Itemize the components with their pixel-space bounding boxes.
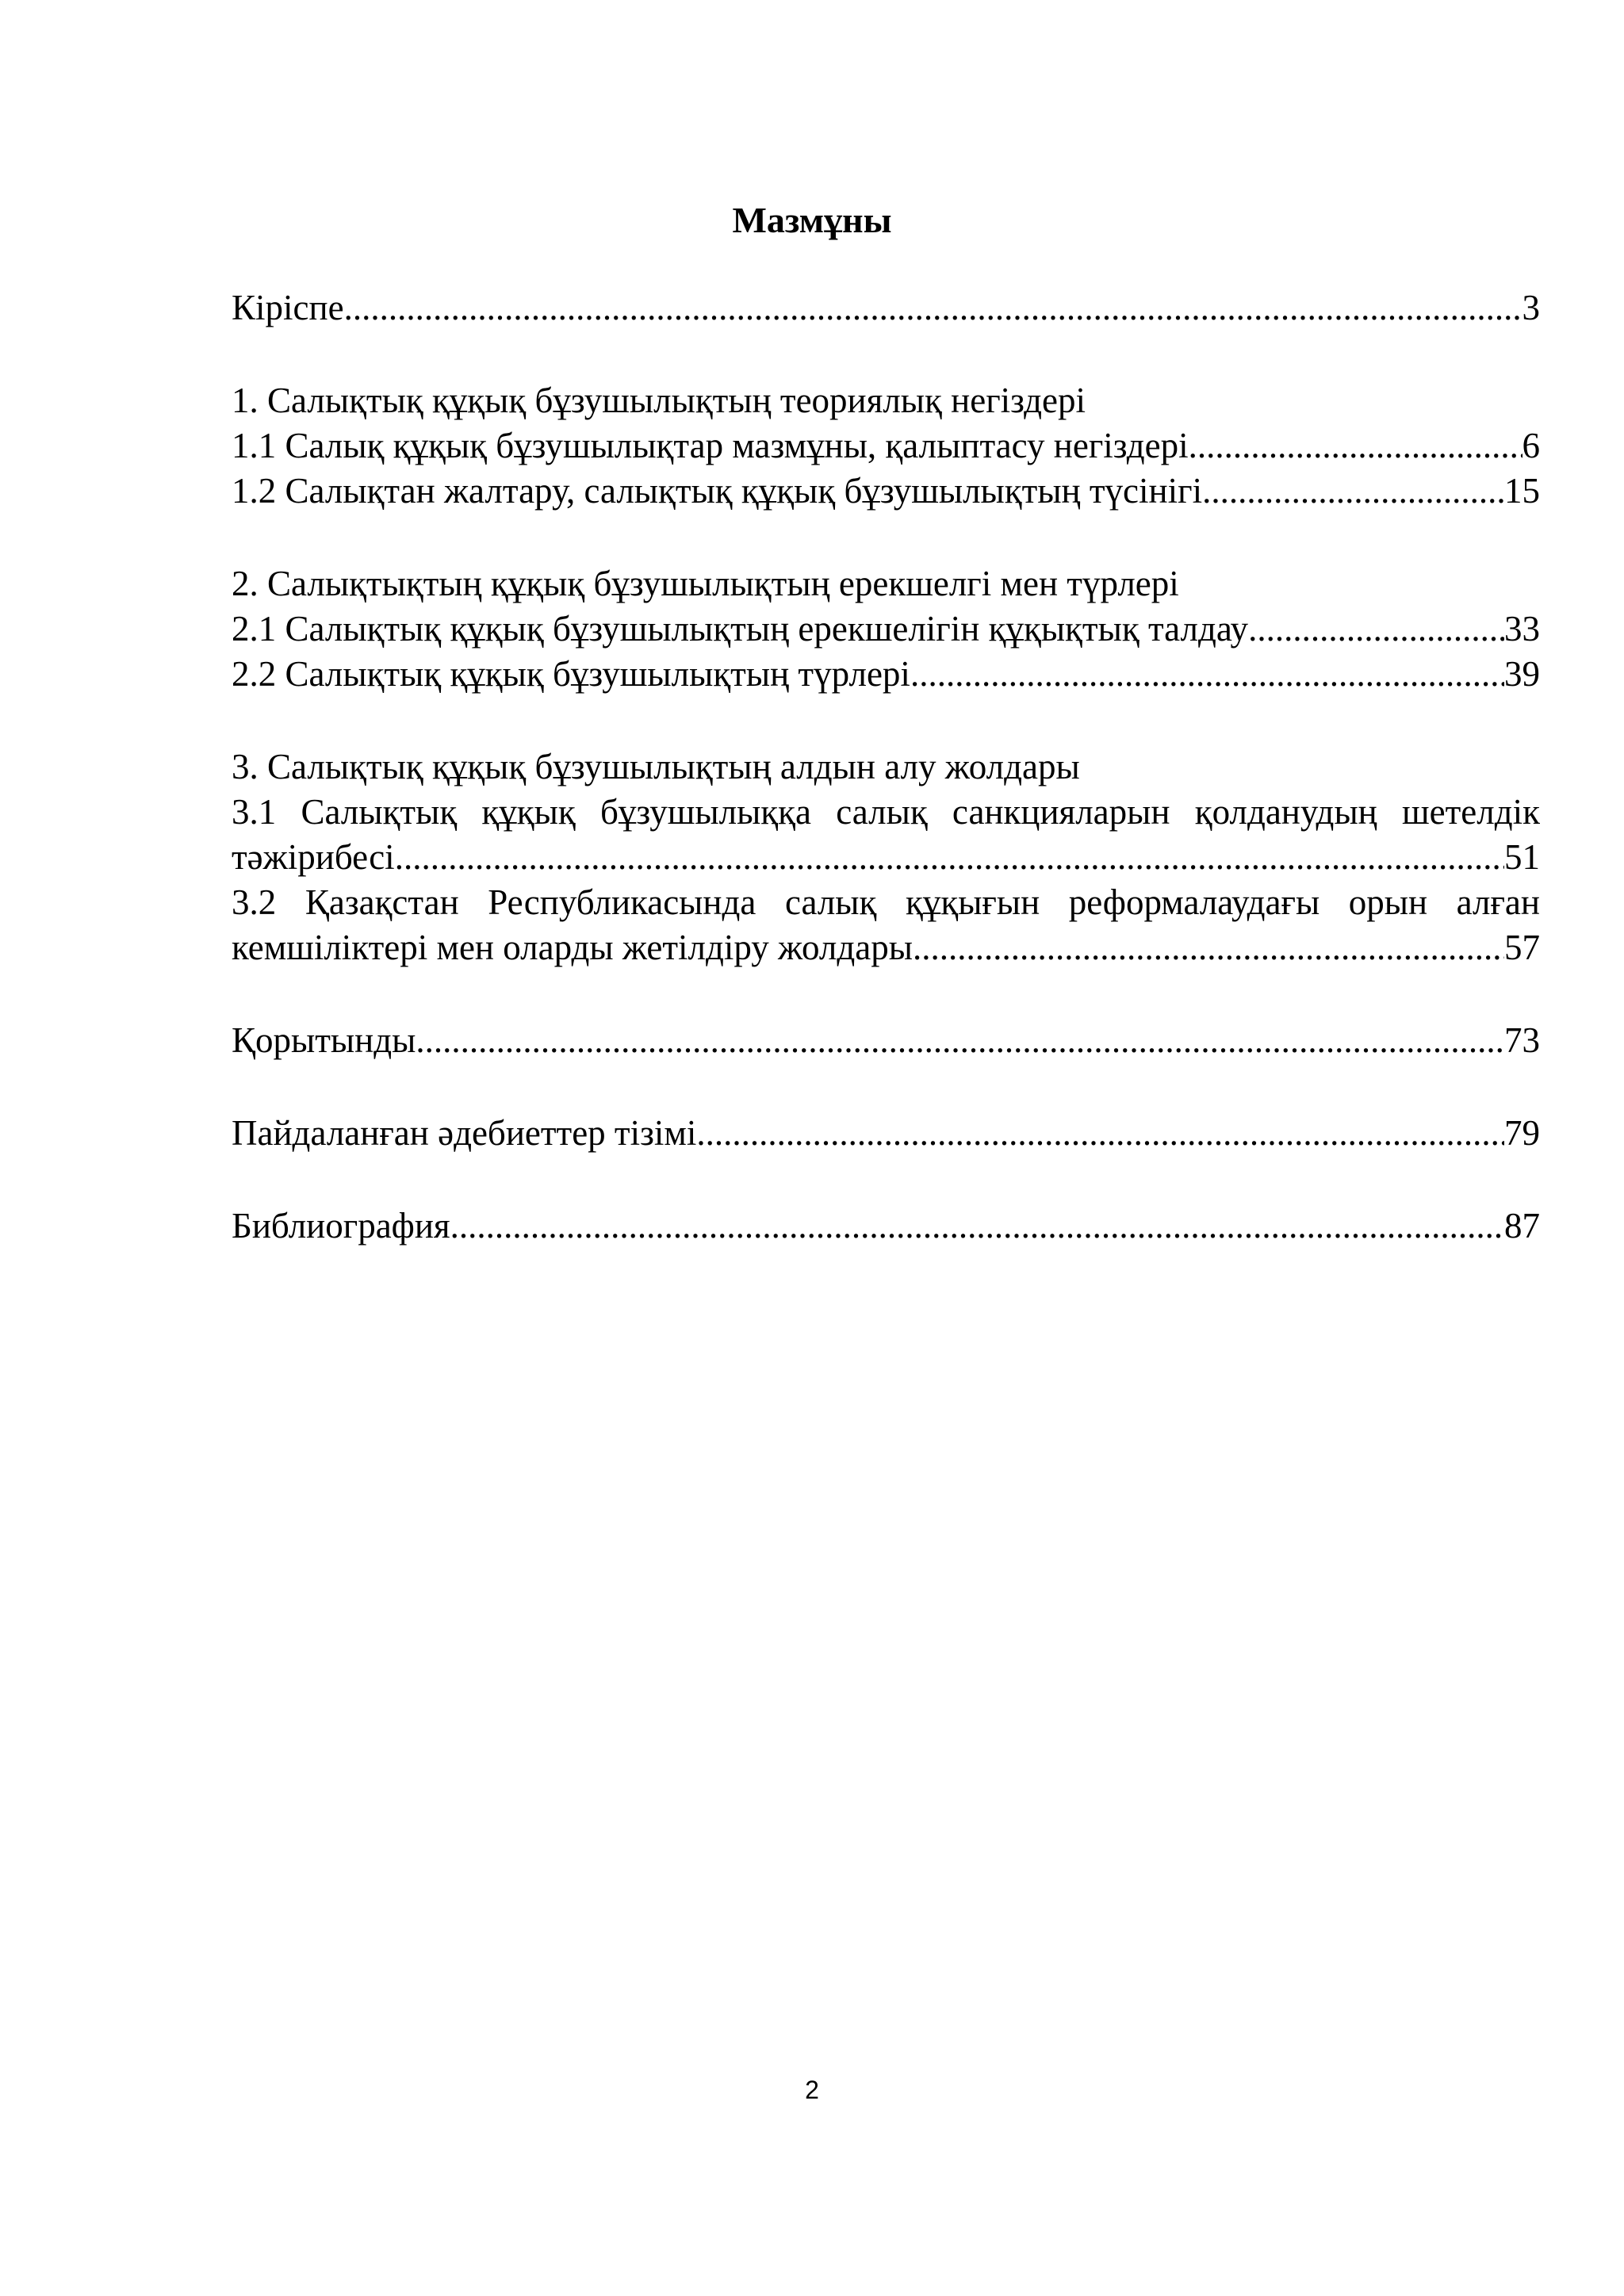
toc-entry-text: 2.1 Салықтық құқық бұзушылықтың ерекшелігін құқықтық талдау [232,609,1249,649]
dot-leader [416,1018,1504,1063]
toc-entry-3-2 [232,925,1540,970]
toc-page-number: 3 [1522,288,1540,327]
toc-entry-3-2-line1: 3.2 Қазақстан Республикасында салық құқығын реформалаудағы орын алған [232,882,1540,922]
toc-entry-text: Библиография [232,1206,450,1246]
toc-entry-text: Қорытынды [232,1020,416,1060]
spacer [232,1063,1540,1111]
toc-entry-text: Пайдаланған әдебиеттер тізімі [232,1113,697,1153]
toc-page-number: 87 [1504,1206,1540,1246]
toc-entry-text: Кіріспе [232,288,344,327]
toc-entry-3-1 [232,835,1540,880]
toc-entry-text: 1.2 Салықтан жалтару, салықтық құқық бұзушылықтың түсінігі [232,471,1203,511]
dot-leader [910,652,1504,697]
toc-section-heading: 2. Салықтықтың құқық бұзушылықтың ерекшелгі мен түрлері [232,564,1179,603]
toc-page-number: 57 [1504,928,1540,967]
spacer [232,697,1540,744]
toc-page-number: 39 [1504,654,1540,694]
toc-section-heading: 3. Салықтық құқық бұзушылықтың алдын алу жолдары [232,747,1080,786]
spacer [232,1156,1540,1203]
dot-leader [344,285,1522,331]
toc-entry-bibliography [232,1203,1540,1249]
dot-leader [1189,423,1522,469]
toc-entry-2-2 [232,652,1540,697]
dot-leader [1248,607,1504,652]
dot-leader [395,835,1504,880]
toc-entry-conclusion [232,1018,1540,1063]
toc-page-number: 6 [1522,426,1540,465]
toc-page-number: 15 [1504,471,1540,511]
toc-entry-2-1 [232,607,1540,652]
toc-page-number: 73 [1504,1020,1540,1060]
spacer [232,514,1540,561]
toc-entry-references [232,1111,1540,1156]
toc-page-number: 33 [1504,609,1540,649]
toc-entry-text: тәжірибесі [232,837,395,877]
toc-page-number: 51 [1504,837,1540,877]
toc-page-number: 79 [1504,1113,1540,1153]
toc-title: Мазмұны [732,200,892,240]
dot-leader [913,925,1504,970]
toc-entry-1-1 [232,423,1540,469]
page-number: 2 [805,2076,819,2104]
dot-leader [450,1203,1504,1249]
spacer [232,331,1540,378]
toc-section-heading: 1. Салықтық құқық бұзушылықтың теориялық негіздері [232,381,1086,420]
toc-entry-intro [232,285,1540,331]
dot-leader [1202,469,1504,514]
dot-leader [696,1111,1504,1156]
spacer [232,970,1540,1018]
toc-entry-text: кемшіліктері мен оларды жетілдіру жолдары [232,928,913,967]
toc-entry-3-1-line1: 3.1 Салықтық құқық бұзушылыққа салық санкцияларын қолданудың шетелдік [232,792,1540,832]
table-of-contents [232,285,1540,1249]
toc-entry-1-2 [232,469,1540,514]
toc-entry-text: 2.2 Салықтық құқық бұзушылықтың түрлері [232,654,910,694]
toc-entry-text: 1.1 Салық құқық бұзушылықтар мазмұны, қалыптасу негіздері [232,426,1189,465]
